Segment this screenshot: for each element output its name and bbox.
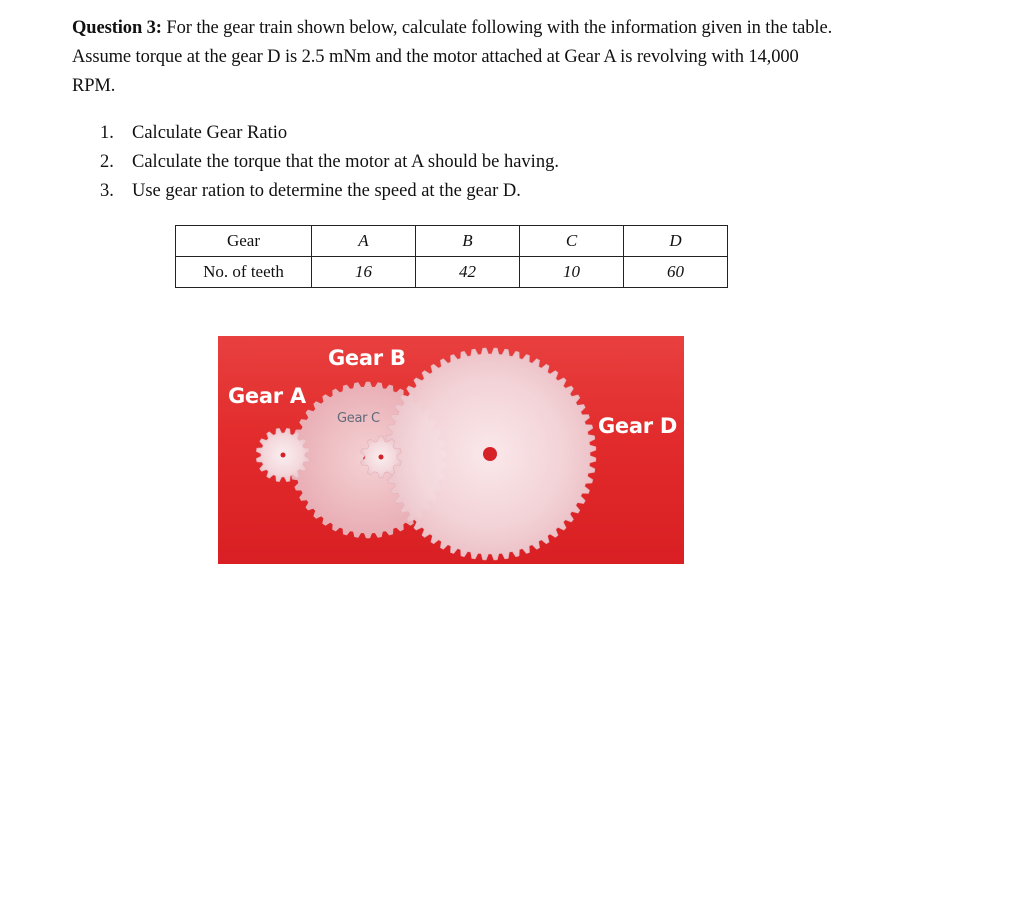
table-row xyxy=(176,257,728,288)
gear-d-shape-axle xyxy=(483,447,497,461)
gear-b-label: Gear B xyxy=(328,346,406,370)
question-paragraph xyxy=(72,14,842,101)
task-list xyxy=(100,119,559,206)
table-row xyxy=(176,226,728,257)
gear-a-shape-axle xyxy=(281,453,286,458)
table-cell-teeth-b: 42 xyxy=(416,257,520,288)
task-number: 3. xyxy=(100,181,114,201)
gear-teeth-table xyxy=(175,225,728,288)
gear-c-shape-axle xyxy=(379,455,384,460)
gear-c-label: Gear C xyxy=(337,411,380,426)
table-cell-gear-c: C xyxy=(520,226,624,257)
table-cell-teeth-c: 10 xyxy=(520,257,624,288)
list-item xyxy=(100,148,559,177)
gear-illustration xyxy=(218,336,684,564)
gear-a-label: Gear A xyxy=(228,384,306,408)
task-text: Calculate Gear Ratio xyxy=(132,123,288,143)
list-item xyxy=(100,177,559,206)
gear-d-shape xyxy=(384,348,596,560)
gear-train-photo xyxy=(218,336,684,564)
task-number: 1. xyxy=(100,123,114,143)
table-cell-gear-a: A xyxy=(312,226,416,257)
task-number: 2. xyxy=(100,152,114,172)
table-header-teeth: No. of teeth xyxy=(176,257,312,288)
list-item xyxy=(100,119,559,148)
task-text: Use gear ration to determine the speed at the gear D. xyxy=(132,181,521,201)
question-text: For the gear train shown below, calculate following with the information given in the table. Assume torque at the gear D is 2.5 mNm and the motor attached at Gear A is revolving with 14,000 RPM. xyxy=(72,18,833,96)
task-text: Calculate the torque that the motor at A should be having. xyxy=(132,152,559,172)
table-cell-gear-b: B xyxy=(416,226,520,257)
table-header-gear: Gear xyxy=(176,226,312,257)
table-cell-gear-d: D xyxy=(624,226,728,257)
gear-d-label: Gear D xyxy=(598,414,677,438)
question-label: Question 3: xyxy=(72,18,162,38)
table-cell-teeth-d: 60 xyxy=(624,257,728,288)
table-cell-teeth-a: 16 xyxy=(312,257,416,288)
